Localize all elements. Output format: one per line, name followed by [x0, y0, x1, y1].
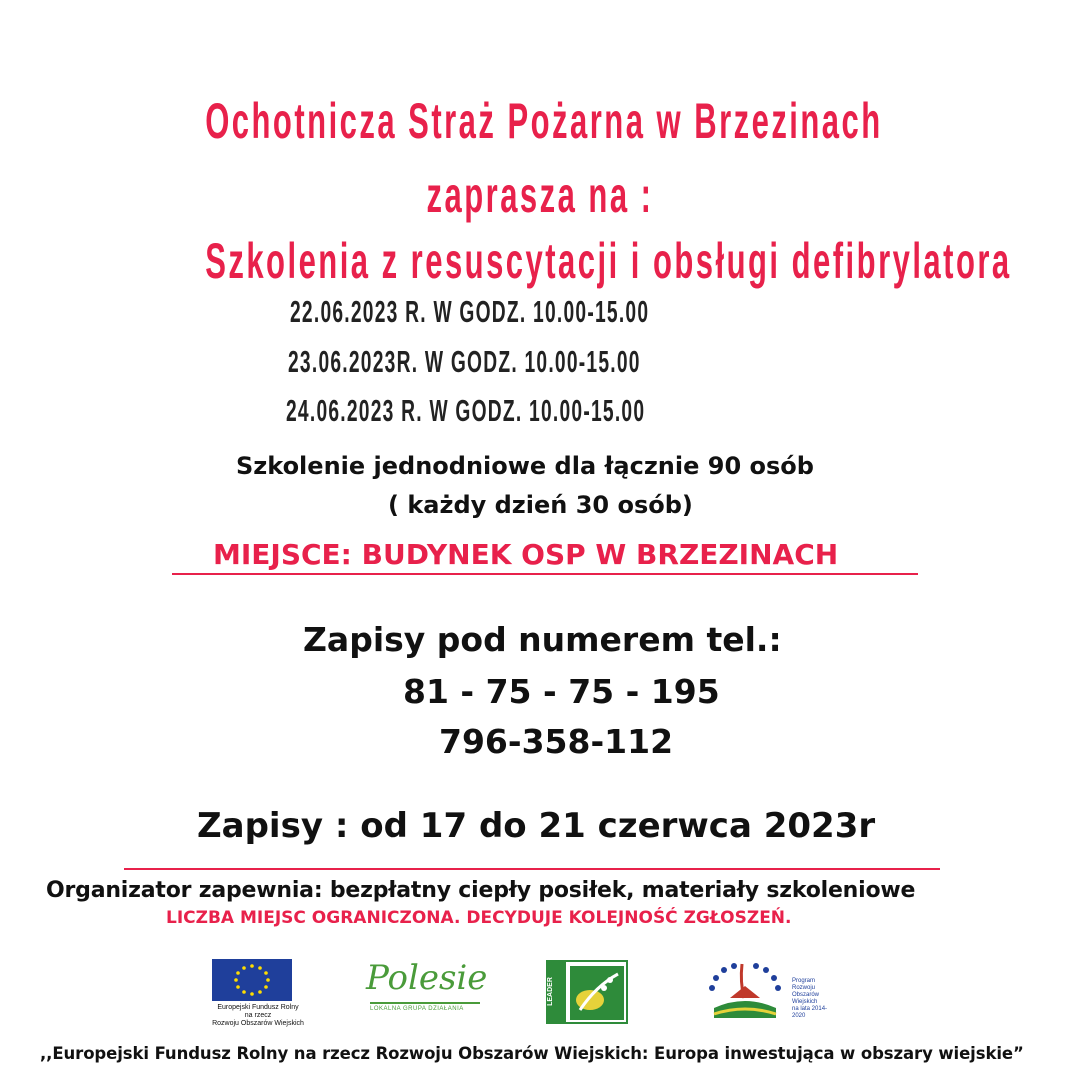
eu-logo: [198, 955, 318, 1035]
prow-caption-line-4: Wiejskich: [792, 999, 818, 1005]
phone-1: 81 - 75 - 75 - 195: [403, 672, 720, 711]
eu-caption-line-1: Europejski Fundusz Rolny: [217, 1004, 299, 1011]
training-capacity: ( każdy dzień 30 osób): [388, 491, 693, 519]
polesie-name: Polesie: [366, 958, 488, 998]
phone-2: 796-358-112: [439, 722, 674, 761]
period-underline: [124, 868, 940, 870]
place-label: MIEJSCE: BUDYNEK OSP W BRZEZINACH: [213, 538, 839, 571]
limit-notice: LICZBA MIEJSC OGRANICZONA. DECYDUJE KOLEJNOŚĆ ZGŁOSZEŃ.: [166, 908, 792, 928]
organizer-info: Organizator zapewnia: bezpłatny ciepły posiłek, materiały szkoleniowe: [46, 878, 916, 903]
title-line-3: Szkolenia z resuscytacji i obsługi defibrylatora: [205, 233, 1012, 289]
prow-logo: [700, 958, 840, 1028]
leader-name: LEADER: [546, 977, 554, 1006]
signup-period: Zapisy : od 17 do 21 czerwca 2023r: [197, 806, 876, 846]
signup-label: Zapisy pod numerem tel.:: [303, 620, 782, 659]
prow-caption-line-5: na lata 2014-2020: [792, 1006, 828, 1019]
leader-logo: [546, 960, 628, 1024]
prow-caption-line-2: Rozwoju: [792, 985, 816, 991]
place-underline: [172, 573, 918, 575]
eu-caption-line-2: na rzecz: [244, 1012, 272, 1019]
prow-caption: [792, 978, 840, 1020]
leader-leaf-icon: [570, 966, 624, 1020]
prow-caption-line-3: Obszarów: [792, 992, 820, 998]
eu-caption-line-3: Rozwoju Obszarów Wiejskich: [212, 1020, 304, 1027]
eu-caption: [198, 1004, 318, 1028]
training-info: Szkolenie jednodniowe dla łącznie 90 osób: [236, 452, 814, 480]
prow-caption-line-1: Program: [792, 978, 816, 984]
date-line-2: 23.06.2023R. W GODZ. 10.00-15.00: [288, 344, 641, 379]
prow-emblem-icon: [700, 958, 790, 1024]
date-line-3: 24.06.2023 R. W GODZ. 10.00-15.00: [286, 393, 646, 428]
polesie-divider: [370, 1002, 480, 1004]
footer-motto: ,,Europejski Fundusz Rolny na rzecz Rozwoju Obszarów Wiejskich: Europa inwestująca w obszary wiejskie”: [40, 1044, 1024, 1063]
title-line-1: Ochotnicza Straż Pożarna w Brzezinach: [205, 93, 883, 149]
title-line-2: zaprasza na :: [426, 167, 654, 223]
date-line-1: 22.06.2023 R. W GODZ. 10.00-15.00: [290, 294, 650, 329]
polesie-logo: [360, 958, 490, 1022]
polesie-caption: LOKALNA GRUPA DZIAŁANIA: [370, 1006, 464, 1012]
